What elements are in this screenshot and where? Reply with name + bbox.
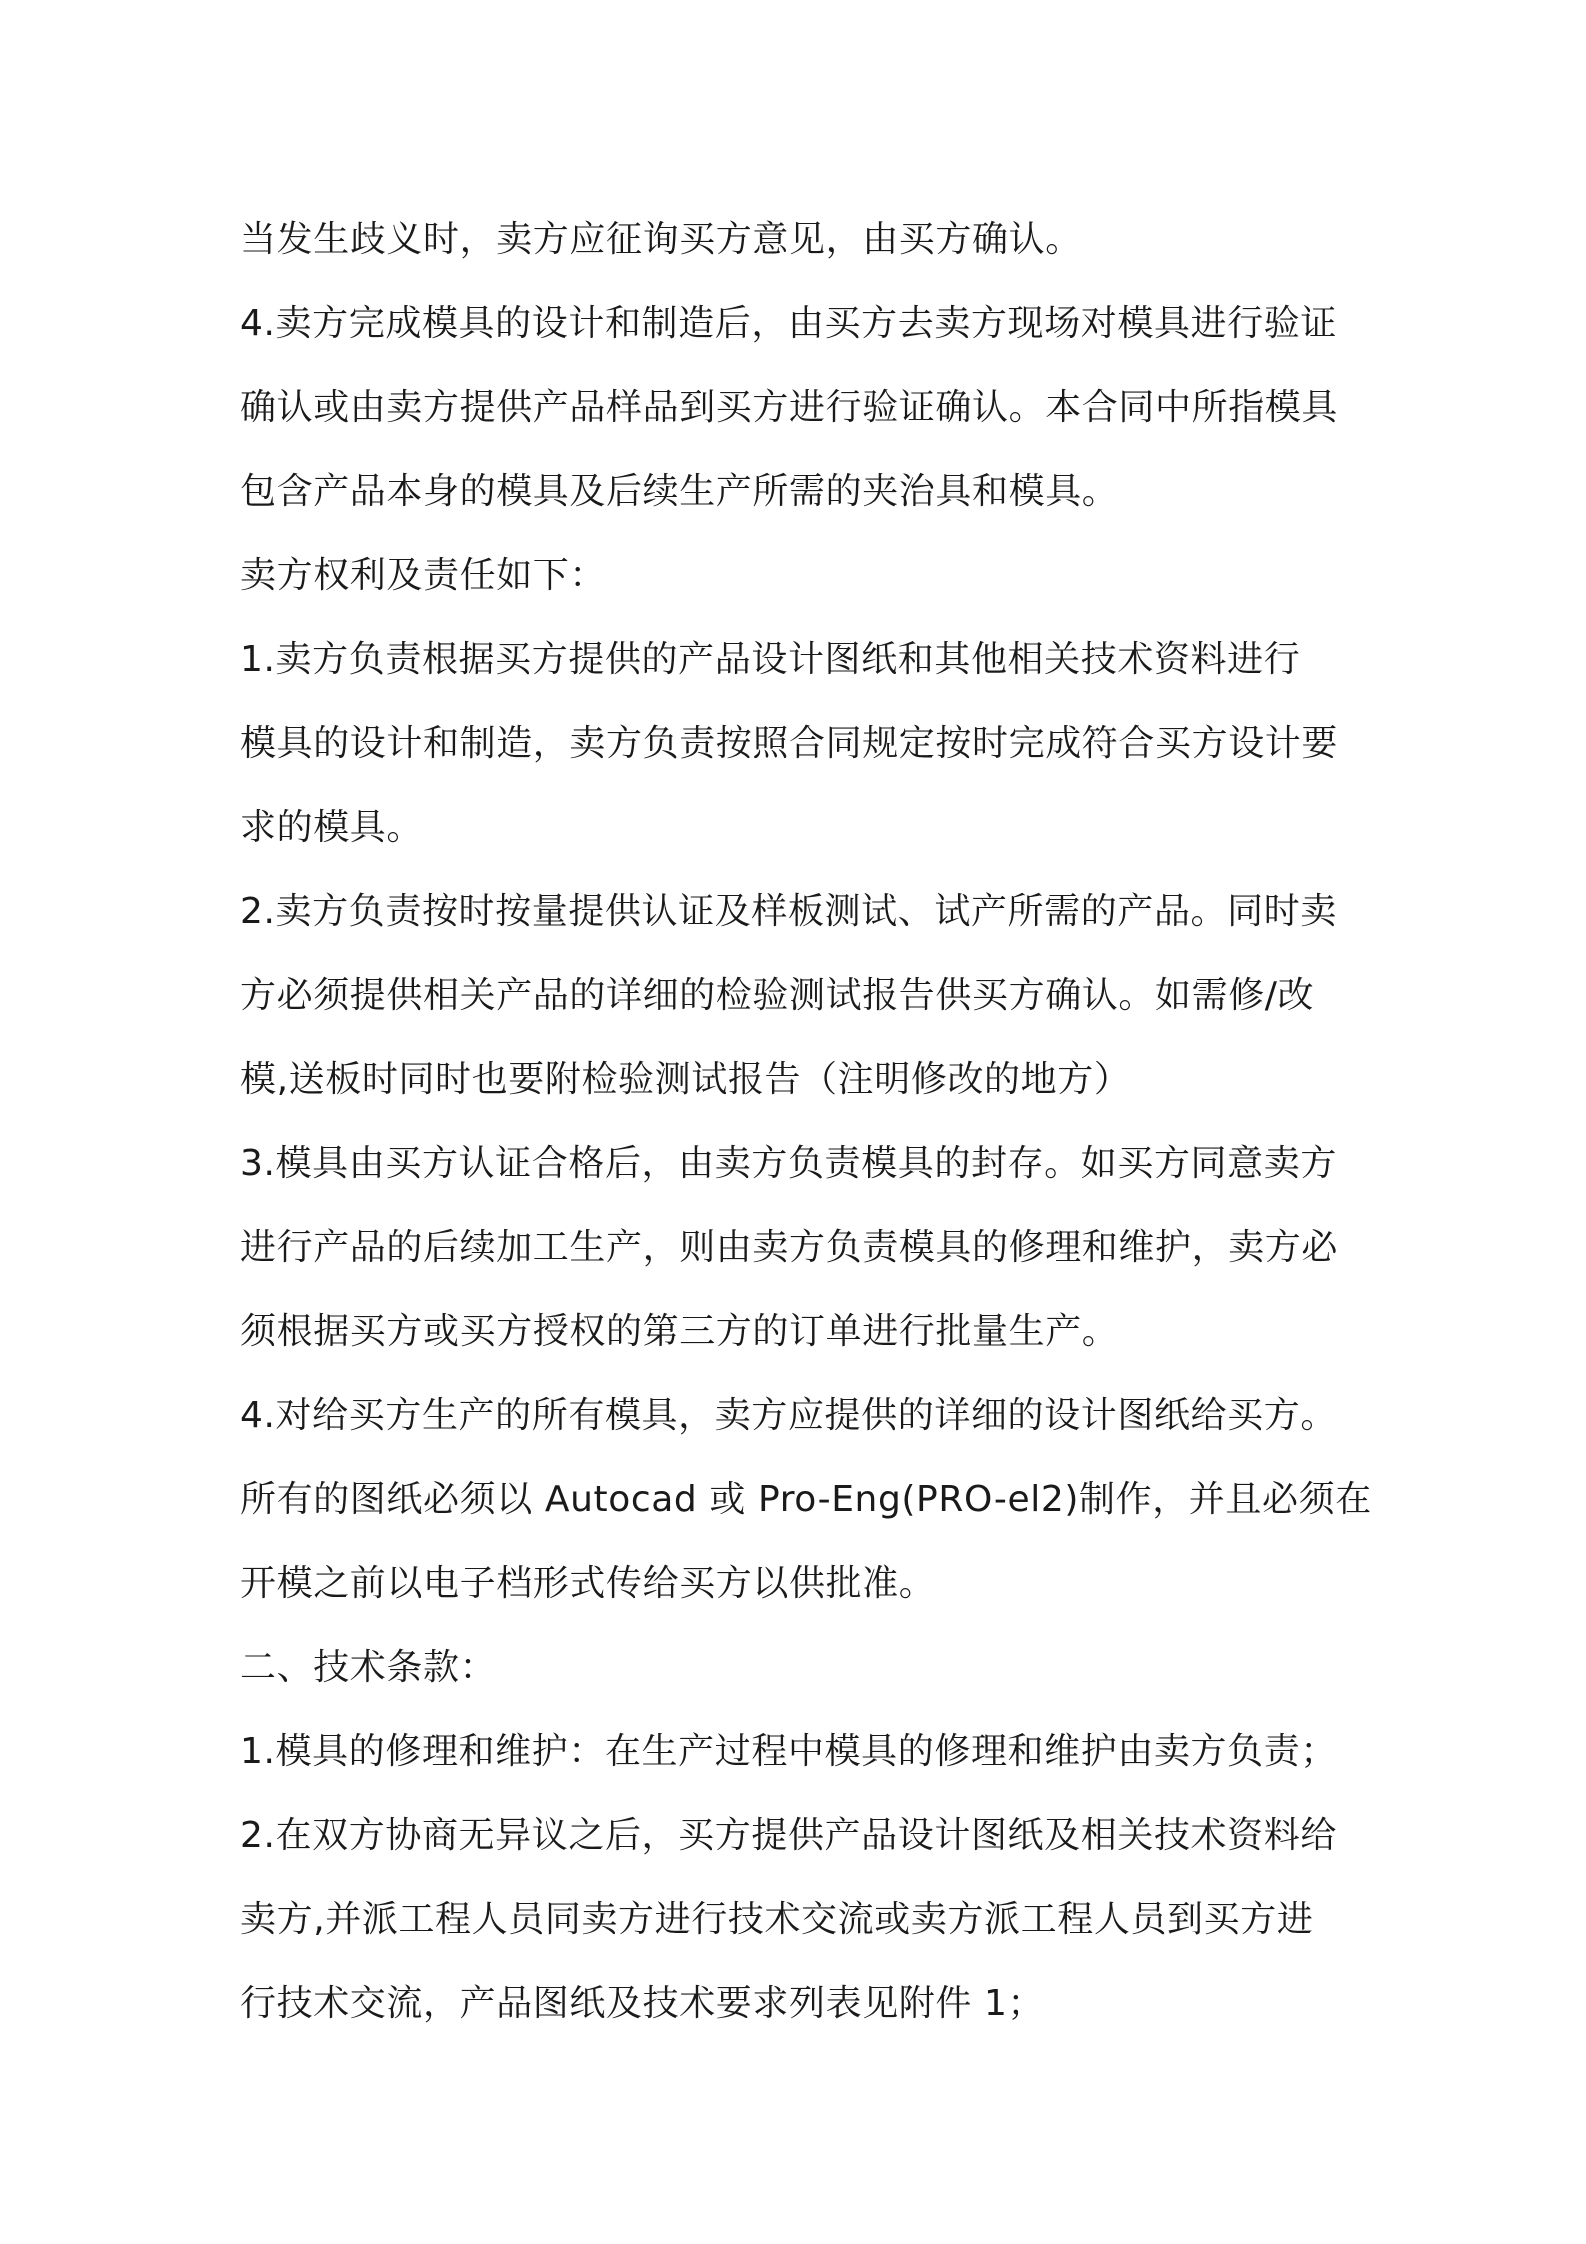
text-line: 方必须提供相关产品的详细的检验测试报告供买方确认。如需修/改: [240, 975, 1315, 1016]
section-heading: 二、技术条款：: [240, 1647, 497, 1688]
text-line: 行技术交流，产品图纸及技术要求列表见附件 1；: [240, 1983, 1045, 2024]
text-line: 1.卖方负责根据买方提供的产品设计图纸和其他相关技术资料进行: [240, 639, 1301, 680]
document-page: [240, 198, 1380, 2046]
text-line: 须根据买方或买方授权的第三方的订单进行批量生产。: [240, 1311, 1119, 1352]
text-line: 进行产品的后续加工生产，则由卖方负责模具的修理和维护，卖方必: [240, 1227, 1339, 1268]
text-line: 开模之前以电子档形式传给买方以供批准。: [240, 1563, 936, 1604]
text-line: 卖方,并派工程人员同卖方进行技术交流或卖方派工程人员到买方进: [240, 1899, 1314, 1940]
text-line: 4.对给买方生产的所有模具，卖方应提供的详细的设计图纸给买方。: [240, 1395, 1337, 1436]
text-line: 3.模具由买方认证合格后，由卖方负责模具的封存。如买方同意卖方: [240, 1143, 1337, 1184]
text-line: 所有的图纸必须以 Autocad 或 Pro-Eng(PRO-el2)制作，并且必须在: [240, 1479, 1372, 1520]
text-line: 2.卖方负责按时按量提供认证及样板测试、试产所需的产品。同时卖: [240, 891, 1337, 932]
text-line: 求的模具。: [240, 807, 424, 848]
text-line: 模具的设计和制造，卖方负责按照合同规定按时完成符合买方设计要: [240, 723, 1339, 764]
text-line: 当发生歧义时，卖方应征询买方意见，由买方确认。: [240, 219, 1082, 260]
text-line: 模,送板时同时也要附检验测试报告（注明修改的地方）: [240, 1059, 1131, 1100]
text-line: 2.在双方协商无异议之后，买方提供产品设计图纸及相关技术资料给: [240, 1815, 1337, 1856]
section-heading: 卖方权利及责任如下：: [240, 555, 607, 596]
text-line: 4.卖方完成模具的设计和制造后，由买方去卖方现场对模具进行验证: [240, 303, 1337, 344]
text-line: 包含产品本身的模具及后续生产所需的夹治具和模具。: [240, 471, 1119, 512]
text-line: 1.模具的修理和维护：在生产过程中模具的修理和维护由卖方负责；: [240, 1731, 1337, 1772]
text-line: 确认或由卖方提供产品样品到买方进行验证确认。本合同中所指模具: [240, 387, 1339, 428]
